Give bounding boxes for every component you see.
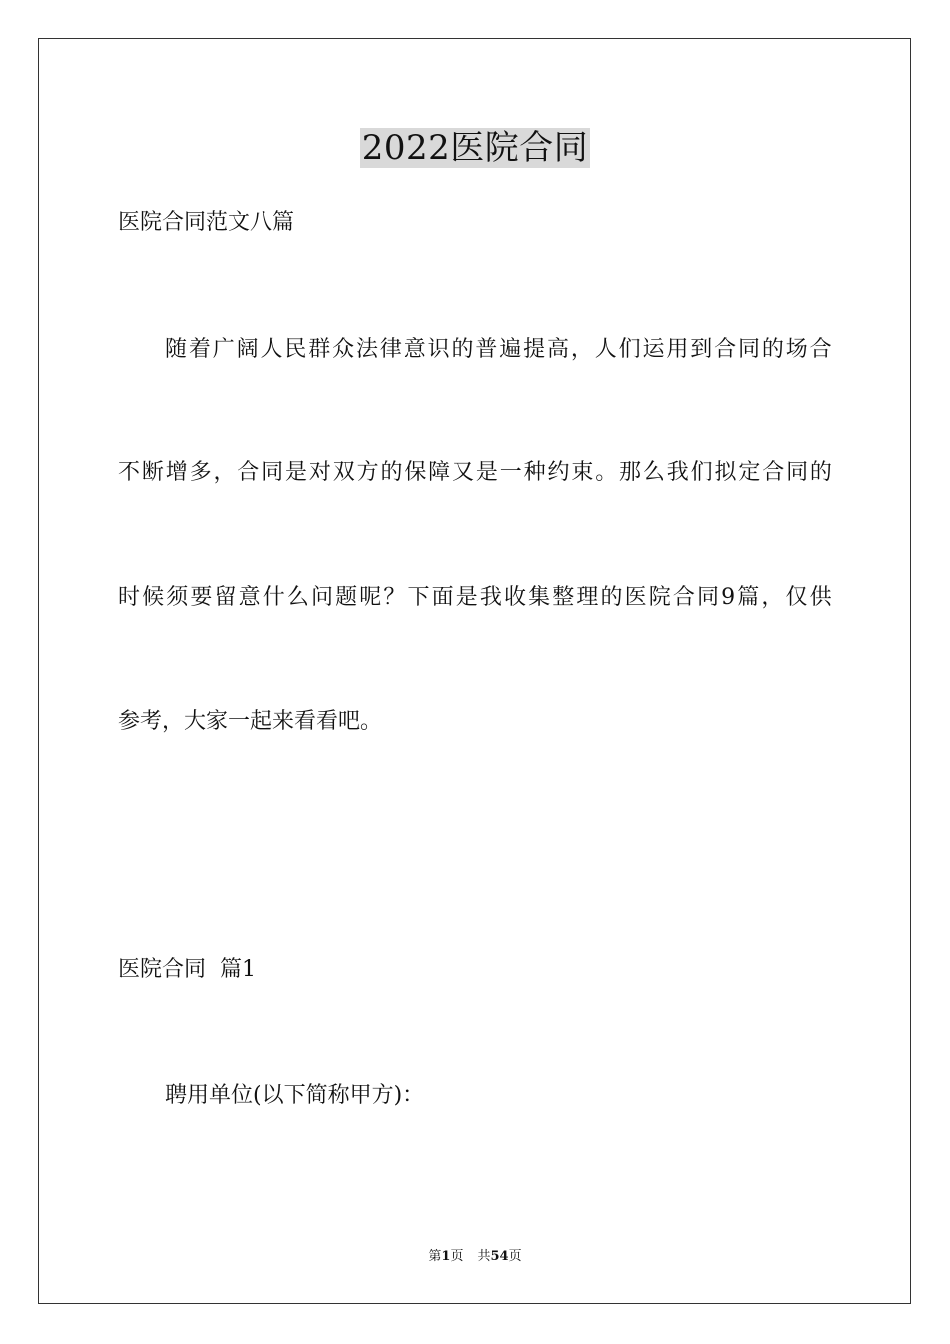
intro-glyph: 着 [188, 337, 211, 362]
intro-glyph: 。 [595, 460, 618, 485]
intro-glyph: 人 [260, 337, 283, 362]
intro-glyph: 仅 [785, 585, 808, 610]
intro-glyph: 随 [165, 337, 188, 362]
intro-glyph: 双 [332, 460, 355, 485]
intro-glyph: ， [213, 460, 236, 485]
intro-glyph: 用 [666, 337, 689, 362]
intro-glyph: 不 [118, 460, 141, 485]
intro-glyph: 同 [738, 337, 761, 362]
intro-glyph: 题 [335, 585, 358, 610]
intro-glyph: 供 [809, 585, 832, 610]
intro-glyph: 是 [285, 460, 308, 485]
section-first-line: 聘用单位(以下简称甲方)： [165, 1083, 425, 1108]
intro-glyph: 合 [809, 337, 832, 362]
footer-page-mid: 页 [450, 1249, 464, 1264]
intro-glyph: 的 [380, 460, 403, 485]
intro-glyph: 么 [286, 585, 309, 610]
intro-glyph: 断 [141, 460, 164, 485]
intro-glyph: 同 [697, 585, 720, 610]
intro-glyph: 民 [284, 337, 307, 362]
intro-glyph: 束 [571, 460, 594, 485]
intro-glyph: 收 [504, 585, 527, 610]
footer-page-prefix: 第 [428, 1249, 442, 1264]
intro-glyph: 是 [475, 460, 498, 485]
intro-glyph: 的 [600, 585, 623, 610]
intro-glyph: 留 [214, 585, 237, 610]
intro-glyph: 意 [238, 585, 261, 610]
intro-glyph: 理 [576, 585, 599, 610]
page-footer [0, 1249, 950, 1265]
intro-glyph: 同 [261, 460, 284, 485]
intro-glyph: 合 [714, 337, 737, 362]
intro-glyph: 对 [308, 460, 331, 485]
intro-glyph: 意 [403, 337, 426, 362]
intro-glyph: 医 [624, 585, 647, 610]
intro-glyph: ， [761, 585, 784, 610]
intro-glyph: 保 [404, 460, 427, 485]
intro-glyph: 集 [528, 585, 551, 610]
footer-total-suffix: 页 [508, 1249, 522, 1264]
intro-line-4: 参考，大家一起来看看吧。 [118, 709, 383, 734]
intro-glyph: 群 [308, 337, 331, 362]
intro-glyph: 院 [648, 585, 671, 610]
intro-glyph: 遍 [499, 337, 522, 362]
intro-glyph: 定 [738, 460, 761, 485]
intro-glyph: 场 [785, 337, 808, 362]
intro-glyph: 又 [452, 460, 475, 485]
intro-glyph: 障 [428, 460, 451, 485]
intro-glyph: ， [570, 337, 593, 362]
intro-glyph: 合 [672, 585, 695, 610]
intro-glyph: 们 [690, 460, 713, 485]
intro-glyph: 运 [642, 337, 665, 362]
title-container [0, 128, 950, 168]
intro-glyph: 约 [547, 460, 570, 485]
intro-glyph: 识 [427, 337, 450, 362]
intro-glyph: 一 [499, 460, 522, 485]
intro-glyph: 整 [552, 585, 575, 610]
intro-glyph: 律 [379, 337, 402, 362]
intro-glyph: 么 [642, 460, 665, 485]
document-title: 2022医院合同 [361, 128, 589, 168]
intro-glyph: 广 [212, 337, 235, 362]
intro-glyph: 多 [189, 460, 212, 485]
intro-glyph: 法 [356, 337, 379, 362]
intro-line-3 [118, 584, 832, 612]
section-heading: 医院合同 篇1 [118, 957, 256, 982]
intro-glyph: 那 [619, 460, 642, 485]
intro-line-1 [118, 336, 832, 364]
footer-page-current: 1 [441, 1249, 451, 1264]
intro-glyph: 方 [356, 460, 379, 485]
intro-glyph: 拟 [714, 460, 737, 485]
intro-glyph: 们 [618, 337, 641, 362]
intro-glyph: 我 [666, 460, 689, 485]
intro-glyph: 合 [762, 460, 785, 485]
intro-glyph: 合 [237, 460, 260, 485]
intro-glyph: 时 [118, 585, 141, 610]
intro-glyph: 须 [166, 585, 189, 610]
intro-glyph: 呢 [359, 585, 382, 610]
intro-glyph: 要 [190, 585, 213, 610]
intro-glyph: ？ [383, 585, 406, 610]
intro-glyph: 阔 [236, 337, 259, 362]
intro-glyph: 候 [142, 585, 165, 610]
footer-total-prefix: 共 [477, 1249, 491, 1264]
intro-glyph: 高 [547, 337, 570, 362]
intro-glyph: 同 [786, 460, 809, 485]
footer-page-total: 54 [490, 1249, 509, 1264]
document-subtitle: 医院合同范文八篇 [118, 210, 295, 235]
intro-glyph: 的 [809, 460, 832, 485]
intro-glyph: 种 [523, 460, 546, 485]
intro-glyph: 普 [475, 337, 498, 362]
intro-glyph: 众 [332, 337, 355, 362]
intro-glyph: 问 [311, 585, 334, 610]
intro-glyph: 是 [455, 585, 478, 610]
intro-glyph: 的 [761, 337, 784, 362]
intro-glyph: 篇 [737, 585, 760, 610]
intro-glyph: 提 [523, 337, 546, 362]
intro-glyph: 的 [451, 337, 474, 362]
intro-glyph: 下 [407, 585, 430, 610]
intro-line-2 [118, 459, 832, 487]
intro-glyph: 人 [594, 337, 617, 362]
intro-glyph: 到 [690, 337, 713, 362]
intro-glyph: 我 [479, 585, 502, 610]
intro-glyph: 增 [165, 460, 188, 485]
intro-glyph: 面 [431, 585, 454, 610]
intro-glyph: 什 [262, 585, 285, 610]
intro-glyph: 9 [721, 585, 736, 610]
